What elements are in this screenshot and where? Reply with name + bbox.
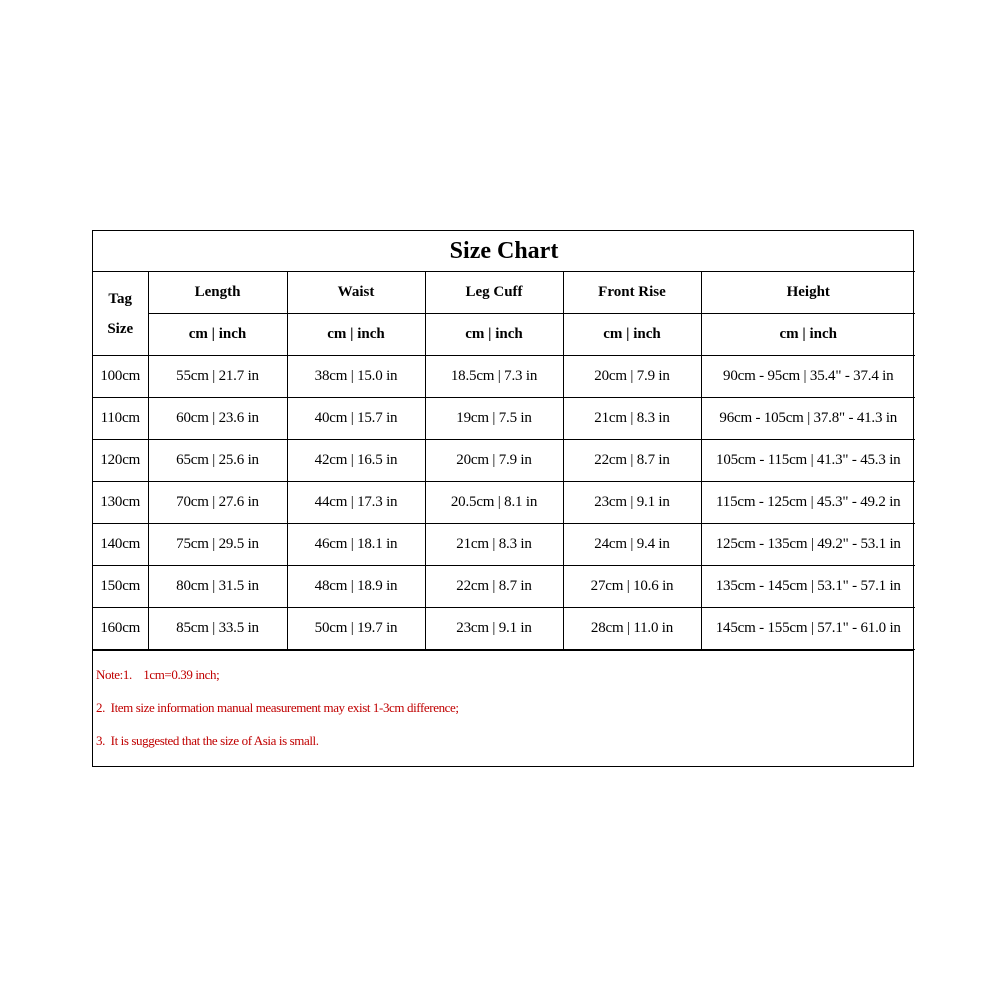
waist-cell: 38cm | 15.0 in [287,356,425,398]
table-row [93,566,915,608]
waist-cell: 40cm | 15.7 in [287,398,425,440]
waist-cell: 50cm | 19.7 in [287,608,425,650]
height-cell: 125cm - 135cm | 49.2" - 53.1 in [701,524,915,566]
size-chart [92,230,914,767]
length-cell: 85cm | 33.5 in [148,608,287,650]
unit-header-front-rise: cm | inch [563,314,701,356]
tag-size-cell: 120cm [93,440,148,482]
column-header-front-rise: Front Rise [563,272,701,314]
front-rise-cell: 28cm | 11.0 in [563,608,701,650]
note-line-2: 2. Item size information manual measurement may exist 1-3cm difference; [96,700,459,715]
height-cell: 105cm - 115cm | 41.3" - 45.3 in [701,440,915,482]
unit-header-height: cm | inch [701,314,915,356]
front-rise-cell: 22cm | 8.7 in [563,440,701,482]
height-cell: 90cm - 95cm | 35.4" - 37.4 in [701,356,915,398]
waist-cell: 46cm | 18.1 in [287,524,425,566]
front-rise-cell: 27cm | 10.6 in [563,566,701,608]
tag-size-cell: 130cm [93,482,148,524]
note-line-3: 3. It is suggested that the size of Asia is small. [96,733,319,748]
leg-cuff-cell: 20.5cm | 8.1 in [425,482,563,524]
length-cell: 65cm | 25.6 in [148,440,287,482]
table-row [93,356,915,398]
height-cell: 145cm - 155cm | 57.1" - 61.0 in [701,608,915,650]
column-header-leg-cuff: Leg Cuff [425,272,563,314]
unit-header-leg-cuff: cm | inch [425,314,563,356]
tag-size-label-line2: Size [107,320,134,337]
waist-cell: 44cm | 17.3 in [287,482,425,524]
table-row [93,398,915,440]
column-header-length: Length [148,272,287,314]
front-rise-cell: 24cm | 9.4 in [563,524,701,566]
waist-cell: 48cm | 18.9 in [287,566,425,608]
length-cell: 55cm | 21.7 in [148,356,287,398]
leg-cuff-cell: 20cm | 7.9 in [425,440,563,482]
front-rise-cell: 21cm | 8.3 in [563,398,701,440]
leg-cuff-cell: 23cm | 9.1 in [425,608,563,650]
leg-cuff-cell: 22cm | 8.7 in [425,566,563,608]
length-cell: 70cm | 27.6 in [148,482,287,524]
table-row [93,482,915,524]
leg-cuff-cell: 19cm | 7.5 in [425,398,563,440]
column-header-waist: Waist [287,272,425,314]
length-cell: 80cm | 31.5 in [148,566,287,608]
tag-size-cell: 140cm [93,524,148,566]
table-row [93,524,915,566]
size-table [93,231,915,650]
length-cell: 60cm | 23.6 in [148,398,287,440]
column-header-height: Height [701,272,915,314]
table-row [93,440,915,482]
unit-header-waist: cm | inch [287,314,425,356]
notes-section [93,650,913,766]
front-rise-cell: 23cm | 9.1 in [563,482,701,524]
leg-cuff-cell: 21cm | 8.3 in [425,524,563,566]
tag-size-cell: 160cm [93,608,148,650]
length-cell: 75cm | 29.5 in [148,524,287,566]
table-row [93,608,915,650]
tag-size-cell: 110cm [93,398,148,440]
tag-size-label-line1: Tag [108,290,133,307]
tag-size-cell: 100cm [93,356,148,398]
front-rise-cell: 20cm | 7.9 in [563,356,701,398]
tag-size-header [93,272,148,356]
tag-size-cell: 150cm [93,566,148,608]
waist-cell: 42cm | 16.5 in [287,440,425,482]
unit-header-length: cm | inch [148,314,287,356]
height-cell: 135cm - 145cm | 53.1" - 57.1 in [701,566,915,608]
chart-title: Size Chart [93,231,915,272]
note-line-1: Note:1. 1cm=0.39 inch; [96,667,220,682]
height-cell: 115cm - 125cm | 45.3" - 49.2 in [701,482,915,524]
leg-cuff-cell: 18.5cm | 7.3 in [425,356,563,398]
height-cell: 96cm - 105cm | 37.8" - 41.3 in [701,398,915,440]
